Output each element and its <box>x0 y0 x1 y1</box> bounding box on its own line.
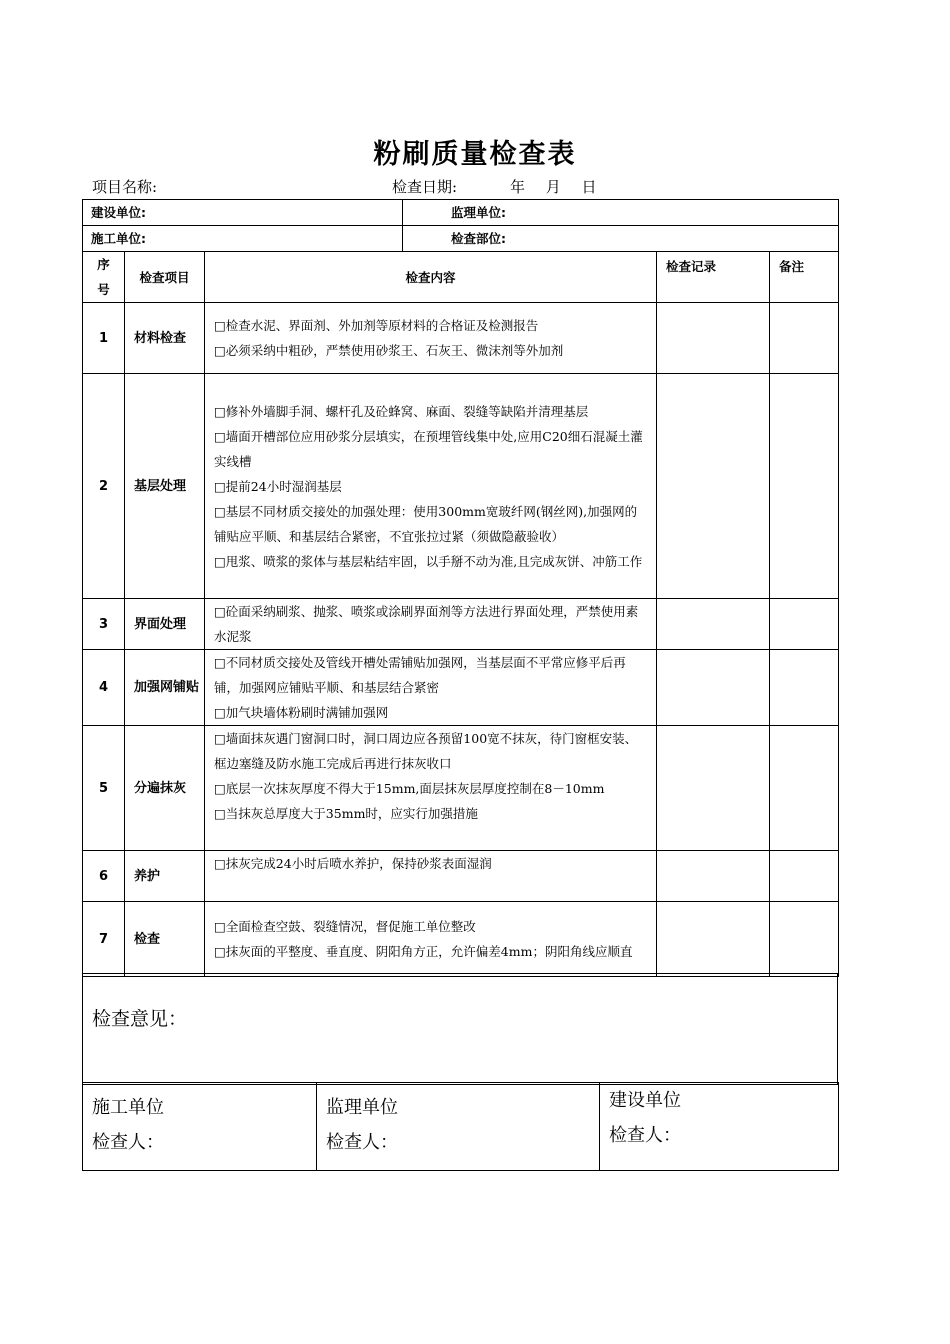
content-line: □提前24小时湿润基层 <box>214 478 342 494</box>
opinion-section <box>82 973 838 1085</box>
remark-cell[interactable] <box>770 726 839 851</box>
record-cell[interactable] <box>657 650 770 726</box>
supervisor-cell[interactable] <box>403 200 839 226</box>
check-date-label: 检查日期: <box>392 178 458 196</box>
content-line: □抹灰完成24小时后喷水养护，保持砂浆表面湿润 <box>214 856 492 871</box>
check-date-parts: 年 月 日 <box>510 178 597 196</box>
signature-supervisor[interactable] <box>317 1083 600 1171</box>
part-cell[interactable] <box>403 226 839 252</box>
row-content <box>205 303 657 374</box>
row-item: 检查 <box>125 902 205 977</box>
column-header-item: 检查项目 <box>125 252 205 303</box>
content-line: □墙面开槽部位应用砂浆分层填实，在预埋管线集中处,应用C20细石混凝土灌实线槽 <box>214 428 643 469</box>
row-item: 材料检查 <box>125 303 205 374</box>
signature-contractor[interactable] <box>83 1083 317 1171</box>
table-row <box>83 374 839 599</box>
supervisor-label: 监理单位: <box>451 205 507 220</box>
contractor-label: 施工单位: <box>91 231 146 246</box>
table-row <box>83 599 839 650</box>
table-row <box>83 303 839 374</box>
record-cell[interactable] <box>657 374 770 599</box>
opinion-cell[interactable] <box>83 974 838 1085</box>
opinion-label: 检查意见： <box>92 1008 188 1030</box>
row-number: 4 <box>83 650 125 726</box>
row-number: 6 <box>83 851 125 902</box>
signature-inspector: 检查人： <box>609 1125 681 1146</box>
content-line: □墙面抹灰遇门窗洞口时，洞口周边应各预留100宽不抹灰，待门窗框安装、框边塞缝及防水施工完成后再进行抹灰收口 <box>214 731 638 771</box>
signature-unit: 监理单位 <box>326 1097 398 1118</box>
part-label: 检查部位: <box>451 231 507 246</box>
remark-cell[interactable] <box>770 851 839 902</box>
row-content <box>205 851 657 902</box>
record-cell[interactable] <box>657 599 770 650</box>
row-number: 3 <box>83 599 125 650</box>
row-item: 分遍抹灰 <box>125 726 205 851</box>
contractor-cell[interactable] <box>83 226 403 252</box>
project-name-label: 项目名称: <box>92 178 158 196</box>
signature-inspector: 检查人： <box>92 1132 164 1153</box>
row-number: 1 <box>83 303 125 374</box>
row-content <box>205 374 657 599</box>
content-line: □砼面采纳刷浆、抛浆、喷浆或涂刷界面剂等方法进行界面处理，严禁使用素水泥浆 <box>214 604 639 644</box>
content-line: □检查水泥、界面剂、外加剂等原材料的合格证及检测报告 <box>214 318 539 333</box>
column-header-record: 检查记录 <box>657 252 770 303</box>
meta-line <box>92 176 852 196</box>
remark-cell[interactable] <box>770 374 839 599</box>
record-cell[interactable] <box>657 902 770 977</box>
builder-label: 建设单位: <box>91 205 146 220</box>
content-line: □当抹灰总厚度大于35mm时，应实行加强措施 <box>214 806 478 821</box>
signature-unit: 施工单位 <box>92 1097 164 1118</box>
content-line: □甩浆、喷浆的浆体与基层粘结牢固，以手掰不动为准,且完成灰饼、冲筋工作 <box>214 553 643 569</box>
row-content <box>205 599 657 650</box>
row-content <box>205 902 657 977</box>
row-number: 7 <box>83 902 125 977</box>
content-line: □不同材质交接处及管线开槽处需铺贴加强网，当基层面不平常应修平后再铺，加强网应铺贴平顺、和基层结合紧密 <box>214 655 626 695</box>
row-item: 基层处理 <box>125 374 205 599</box>
content-line: □底层一次抹灰厚度不得大于15mm,面层抹灰层厚度控制在8－10mm <box>214 781 605 796</box>
content-line: □必须采纳中粗砂，严禁使用砂浆王、石灰王、微沫剂等外加剂 <box>214 343 564 358</box>
column-header-content: 检查内容 <box>205 252 657 303</box>
remark-cell[interactable] <box>770 303 839 374</box>
remark-cell[interactable] <box>770 599 839 650</box>
row-item: 养护 <box>125 851 205 902</box>
row-number: 5 <box>83 726 125 851</box>
table-row <box>83 726 839 851</box>
signature-section <box>82 1082 839 1171</box>
content-line: □抹灰面的平整度、垂直度、阴阳角方正，允许偏差4mm；阴阳角线应顺直 <box>214 944 633 959</box>
row-content <box>205 650 657 726</box>
signature-builder[interactable] <box>600 1083 839 1171</box>
row-content <box>205 726 657 851</box>
builder-cell[interactable] <box>83 200 403 226</box>
content-line: □加气块墙体粉刷时满铺加强网 <box>214 705 389 720</box>
row-item: 界面处理 <box>125 599 205 650</box>
table-row <box>83 902 839 977</box>
row-item: 加强网铺贴 <box>125 650 205 726</box>
content-line: □基层不同材质交接处的加强处理：使用300mm宽玻纤网(钢丝网),加强网的铺贴应平顺、和基层结合紧密，不宜张拉过紧（须做隐蔽验收） <box>214 503 638 544</box>
record-cell[interactable] <box>657 851 770 902</box>
signature-unit: 建设单位 <box>609 1090 681 1111</box>
column-header-remark: 备注 <box>770 252 839 303</box>
remark-cell[interactable] <box>770 902 839 977</box>
signature-inspector: 检查人： <box>326 1132 398 1153</box>
table-row <box>83 650 839 726</box>
content-line: □全面检查空鼓、裂缝情况，督促施工单位整改 <box>214 919 476 934</box>
inspection-main <box>82 199 839 977</box>
remark-cell[interactable] <box>770 650 839 726</box>
record-cell[interactable] <box>657 303 770 374</box>
content-line: □修补外墙脚手洞、螺杆孔及砼蜂窝、麻面、裂缝等缺陷并清理基层 <box>214 403 589 419</box>
table-row <box>83 851 839 902</box>
column-header-seq: 序号 <box>83 252 125 303</box>
row-number: 2 <box>83 374 125 599</box>
record-cell[interactable] <box>657 726 770 851</box>
page-title: 粉刷质量检查表 <box>373 139 577 170</box>
